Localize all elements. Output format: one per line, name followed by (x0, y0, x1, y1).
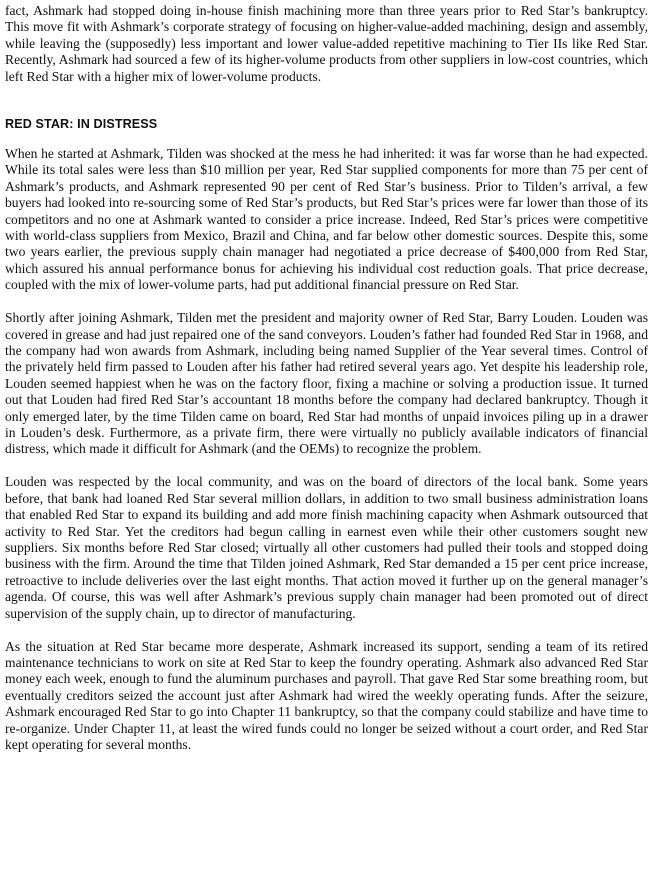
body-paragraph-intro: fact, Ashmark had stopped doing in-house finish machining more than three years prior to Red Star’s bankruptcy. This move fit with Ashmark’s corporate strategy of focusing on higher-value-added machining, design and assembly, while leaving the (supposedly) less important and lower value-added repetitive machining to Tier IIs like Red Star. Recently, Ashmark had sourced a few of its higher-volume products from other suppliers in low-cost countries, which left Red Star with a higher mix of lower-volume products. (5, 3, 648, 84)
body-paragraph: Shortly after joining Ashmark, Tilden met the president and majority owner of Red Star, Barry Louden. Louden was covered in grease and had just repaired one of the sand conveyors. Louden’s father had founded Red Star in 1968, and the company had won awards from Ashmark, including being named Supplier of the Year several times. Control of the privately held firm passed to Louden after his father had retired several years ago. Yet despite his leadership role, Louden seemed happiest when he was on the factory floor, fixing a machine or solving a production issue. It turned out that Louden had fired Red Star’s accountant 18 months before the company had declared bankruptcy. Though it only emerged later, by the time Tilden came on board, Red Star had months of unpaid invoices piling up in a drawer in Louden’s desk. Furthermore, as a private firm, there were virtually no publicly available indicators of financial distress, which made it difficult for Ashmark (and the OEMs) to recognize the problem. (5, 310, 648, 457)
section-heading: RED STAR: IN DISTRESS (5, 117, 158, 132)
body-paragraph: When he started at Ashmark, Tilden was shocked at the mess he had inherited: it was far worse than he had expected. While its total sales were less than $10 million per year, Red Star supplied components for more than 75 per cent of Ashmark’s products, and Ashmark represented 90 per cent of Red Star’s business. Prior to Tilden’s arrival, a few buyers had looked into re-sourcing some of Red Star’s products, but Red Star’s prices were far lower than those of its competitors and no one at Ashmark wanted to consider a price increase. Indeed, Red Star’s prices were competitive with world-class suppliers from Mexico, Brazil and China, and far below other domestic sources. Despite this, some two years earlier, the previous supply chain manager had negotiated a price decrease of $400,000 from Red Star, which assured his annual performance bonus for achieving his individual cost reduction goals. That price decrease, coupled with the mix of lower-volume parts, had put additional financial pressure on Red Star. (5, 146, 648, 293)
body-paragraph: As the situation at Red Star became more desperate, Ashmark increased its support, sending a team of its retired maintenance technicians to work on site at Red Star to keep the foundry operating. Ashmark also advanced Red Star money each week, enough to fund the aluminum purchases and payroll. That gave Red Star some breathing room, but eventually creditors seized the account just after Ashmark had wired the weekly operating funds. After the seizure, Ashmark encouraged Red Star to go into Chapter 11 bankruptcy, so that the company could stabilize and have time to re-organize. Under Chapter 11, at least the wired funds could no longer be seized without a court order, and Red Star kept operating for several months. (5, 638, 648, 752)
document-page (5, 0, 648, 753)
body-paragraph: Louden was respected by the local community, and was on the board of directors of the local bank. Some years before, that bank had loaned Red Star several million dollars, in addition to two small business administration loans that enabled Red Star to expand its building and add more finish machining capacity when Ashmark outsourced that activity to Red Star. Yet the creditors had begun calling in earnest even while their other customers sought new suppliers. Six months before Red Star closed; virtually all other customers had pulled their tools and stopped doing business with the firm. Around the time that Tilden joined Ashmark, Red Star demanded a 15 per cent price increase, retroactive to include deliveries over the last eight months. That action moved it further up on the general manager’s agenda. Of course, this was well after Ashmark’s previous supply chain manager had been promoted out of direct supervision of the supply chain, up to director of manufacturing. (5, 474, 648, 621)
